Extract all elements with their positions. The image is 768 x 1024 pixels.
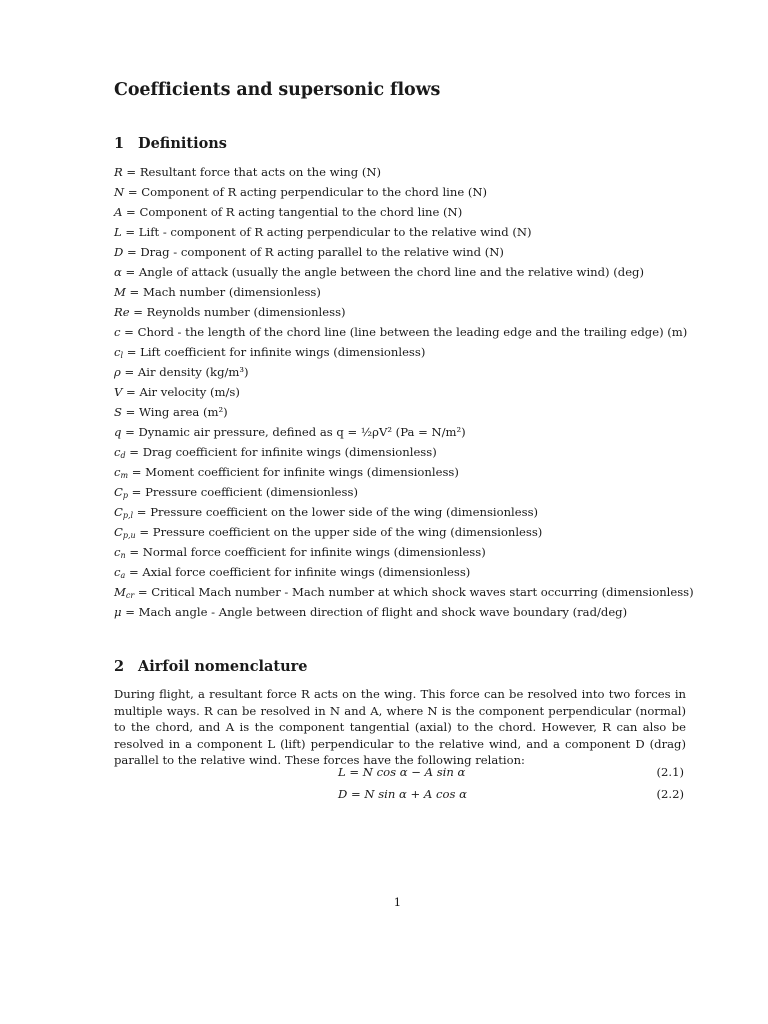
definition-item <box>114 482 714 502</box>
definition-text: = Resultant force that acts on the wing (N) <box>122 165 382 179</box>
definition-item <box>114 422 714 442</box>
definition-item <box>114 402 714 422</box>
definition-item <box>114 302 714 322</box>
definition-item <box>114 462 714 482</box>
definition-text: = Wing area (m²) <box>121 405 228 419</box>
definition-text: = Mach number (dimensionless) <box>125 285 321 299</box>
definition-item <box>114 182 714 202</box>
definition-text: = Chord - the length of the chord line (line between the leading edge and the trailing edge) (m) <box>120 325 688 339</box>
definition-item <box>114 582 714 602</box>
definition-item <box>114 602 714 622</box>
definition-subscript: l <box>120 351 124 360</box>
definition-symbol: C <box>114 525 123 539</box>
definition-text: = Reynolds number (dimensionless) <box>129 305 346 319</box>
definition-subscript: cr <box>125 591 135 600</box>
definition-subscript: m <box>120 471 129 480</box>
definition-item <box>114 442 714 462</box>
definition-symbol: Re <box>114 305 130 319</box>
body-paragraph: During flight, a resultant force R acts on the wing. This force can be resolved into two forces in multiple ways. R can be resolved in N and A, where N is the component perpendicular (normal) to the chord, and A is the component tangential (axial) to the chord. However, R can also be resolved in a component L (lift) perpendicular to the relative wind, and a component D (drag) parallel to the relative wind. These forces have the following relation: <box>114 687 686 767</box>
definition-symbol: R <box>114 165 123 179</box>
definition-item <box>114 242 714 262</box>
definition-symbol: D <box>114 245 124 259</box>
definition-text: = Axial force coefficient for infinite wings (dimensionless) <box>125 565 471 579</box>
definition-symbol: S <box>114 405 122 419</box>
definition-item <box>114 502 714 522</box>
definition-text: = Pressure coefficient on the lower side of the wing (dimensionless) <box>133 505 539 519</box>
equation-expression: L = N cos α − A sin α <box>338 765 466 779</box>
definition-item <box>114 222 714 242</box>
definition-text: = Dynamic air pressure, defined as q = ½ρV² (Pa = N/m²) <box>121 425 466 439</box>
definition-item <box>114 202 714 222</box>
definition-symbol: c <box>114 345 121 359</box>
definition-item <box>114 382 714 402</box>
definition-symbol: L <box>114 225 122 239</box>
definition-symbol: A <box>114 205 123 219</box>
definition-text: = Angle of attack (usually the angle between the chord line and the relative wind) (deg) <box>121 265 644 279</box>
definition-text: = Drag - component of R acting parallel to the relative wind (N) <box>123 245 504 259</box>
section-number: 1 <box>114 135 125 152</box>
section-heading-airfoil-nomenclature <box>114 658 308 675</box>
definition-text: = Normal force coefficient for infinite wings (dimensionless) <box>125 545 486 559</box>
section-number: 2 <box>114 658 125 675</box>
definition-symbol: C <box>114 505 123 519</box>
equation-2-1 <box>114 763 684 781</box>
definition-symbol: α <box>114 265 122 279</box>
section-title: Definitions <box>138 135 227 152</box>
definition-subscript: n <box>120 551 126 560</box>
definition-item <box>114 282 714 302</box>
definition-text: = Component of R acting tangential to the chord line (N) <box>122 205 463 219</box>
section-heading-definitions <box>114 135 227 152</box>
definition-text: = Air velocity (m/s) <box>122 385 240 399</box>
definition-item <box>114 362 714 382</box>
definitions-list <box>114 162 714 622</box>
definition-text: = Air density (kg/m³) <box>120 365 249 379</box>
section-title: Airfoil nomenclature <box>138 658 308 675</box>
equation-2-2 <box>114 785 684 803</box>
definition-item <box>114 162 714 182</box>
page-number: 1 <box>393 895 402 909</box>
definition-symbol: c <box>114 565 121 579</box>
definition-subscript: p,u <box>122 531 136 540</box>
equation-number: (2.2) <box>656 787 684 801</box>
definition-symbol: ρ <box>114 365 121 379</box>
equation-expression: D = N sin α + A cos α <box>338 787 467 801</box>
definition-symbol: V <box>114 385 123 399</box>
definition-symbol: c <box>114 325 121 339</box>
definition-item <box>114 342 714 362</box>
definition-text: = Pressure coefficient (dimensionless) <box>128 485 358 499</box>
definition-symbol: M <box>114 585 126 599</box>
definition-subscript: d <box>120 451 126 460</box>
definition-text: = Lift coefficient for infinite wings (dimensionless) <box>123 345 426 359</box>
definition-symbol: μ <box>114 605 122 619</box>
definition-symbol: M <box>114 285 126 299</box>
definition-subscript: p,l <box>122 511 134 520</box>
definition-symbol: c <box>114 465 121 479</box>
definition-text: = Pressure coefficient on the upper side of the wing (dimensionless) <box>135 525 543 539</box>
definition-item <box>114 562 714 582</box>
definition-item <box>114 522 714 542</box>
definition-text: = Component of R acting perpendicular to the chord line (N) <box>124 185 488 199</box>
definition-text: = Moment coefficient for infinite wings (dimensionless) <box>128 465 459 479</box>
definition-item <box>114 322 714 342</box>
definition-symbol: c <box>114 545 121 559</box>
equation-number: (2.1) <box>656 765 684 779</box>
definition-subscript: p <box>122 491 128 500</box>
document-title: Coefficients and supersonic flows <box>114 80 441 100</box>
definition-item <box>114 262 714 282</box>
definition-text: = Drag coefficient for infinite wings (dimensionless) <box>125 445 437 459</box>
definition-subscript: a <box>120 571 126 580</box>
definition-symbol: C <box>114 485 123 499</box>
definition-item <box>114 542 714 562</box>
definition-symbol: N <box>114 185 125 199</box>
definition-symbol: q <box>114 425 122 439</box>
definition-symbol: c <box>114 445 121 459</box>
definition-text: = Lift - component of R acting perpendicular to the relative wind (N) <box>121 225 532 239</box>
definition-text: = Critical Mach number - Mach number at which shock waves start occurring (dimensionless) <box>134 585 694 599</box>
definition-text: = Mach angle - Angle between direction of flight and shock wave boundary (rad/deg) <box>121 605 628 619</box>
